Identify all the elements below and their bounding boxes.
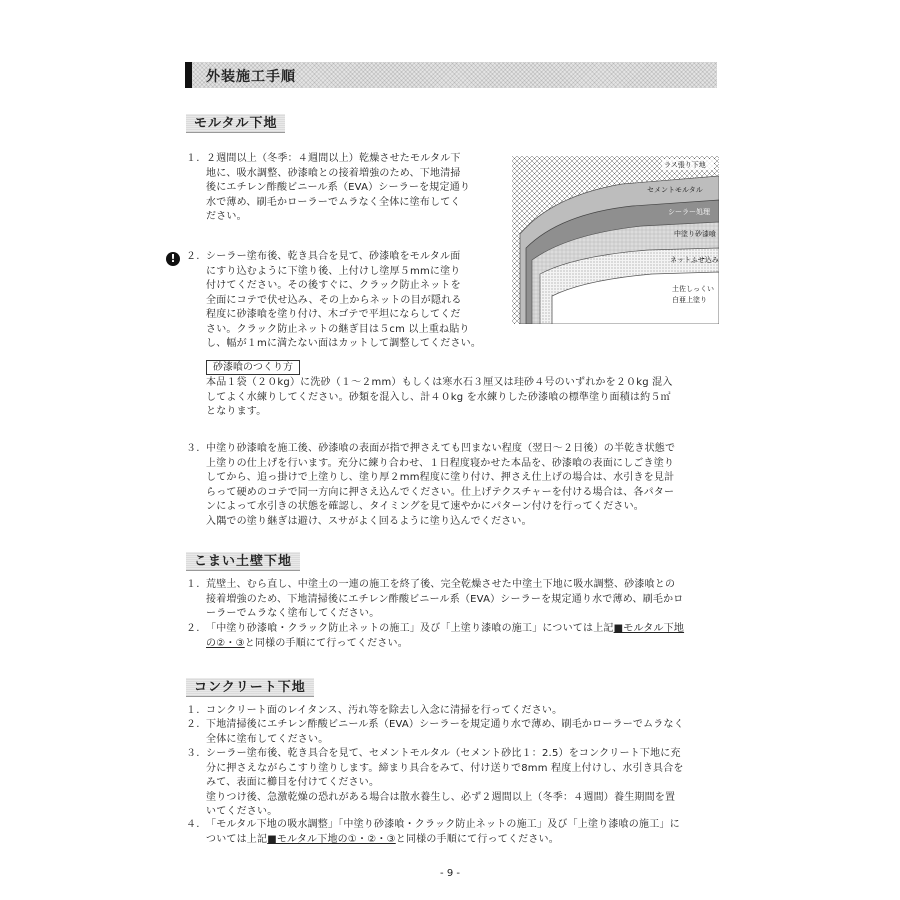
warning-icon: !	[166, 252, 180, 266]
item-number: ４.	[186, 819, 200, 830]
item-number: １.	[186, 153, 200, 164]
text-line: 付けてください。その後すぐに、クラック防止ネットを	[206, 280, 461, 291]
text-line: 中塗り砂漆喰を施工後、砂漆喰の表面が指で押さえても凹まない程度（翌日～２日後）の半乾き状態で	[206, 443, 676, 454]
text-line: 入隅での塗り継ぎは避け、スサがよく回るように塗り込んでください。	[206, 515, 532, 527]
text-line: さい。クラック防止ネットの継ぎ目は５cm 以上重ね貼り	[206, 323, 470, 335]
text-line: ンによって水引きの状態を確認し、タイミングを見て速やかにパターン付けを行ってください。	[206, 501, 644, 512]
diagram-label: ネットふせ込み	[670, 256, 719, 264]
section-heading-komai: こまい土壁下地	[186, 552, 300, 571]
text-line: にすり込むように下塗り後、上付けし塗厚５mmに塗り	[206, 265, 461, 277]
komai-item-1	[186, 578, 696, 623]
section-heading-concrete: コンクリート下地	[186, 678, 314, 697]
item-number: ３.	[186, 748, 200, 759]
item-number: １.	[186, 579, 200, 590]
item-number: ２.	[186, 251, 200, 262]
text-line: いてください。	[206, 806, 278, 817]
text-line: みて、表面に櫛目を付けてください。	[206, 777, 380, 788]
text-line: ーラーでムラなく塗布してください。	[206, 608, 380, 619]
diagram-label: ラス張り下地	[664, 161, 706, 169]
text-line: となります。	[206, 406, 267, 417]
item-text	[206, 747, 684, 820]
reference-link: の②・③	[206, 637, 245, 649]
item-number: １.	[186, 705, 200, 716]
text-line: 塗りつけ後、急激乾燥の恐れがある場合は散水養生し、必ず２週間以上（冬季：４週間）養生期間を置	[206, 791, 676, 803]
diagram-label: シーラー処理	[668, 208, 710, 216]
text-line	[206, 833, 680, 848]
mortar-item-3	[186, 442, 696, 530]
page-number: - 9 -	[440, 868, 460, 879]
text-span: と同様の手順にて行ってください。	[395, 833, 559, 845]
text-line: らって硬めのコテで同一方向に押さえ込んでください。仕上げテクスチャーを付ける場合は、各パター	[206, 486, 675, 498]
item-text	[206, 818, 680, 847]
diagram-label: セメントモルタル	[647, 186, 703, 194]
reference-link: ■モルタル下地	[613, 623, 685, 634]
diagram-label: 白亜上塗り	[672, 296, 707, 304]
text-span: と同様の手順にて行ってください。	[244, 637, 408, 649]
item-number: ３.	[186, 443, 200, 454]
text-line: 程度に砂漆喰を塗り付け、木ゴテで平坦にならしてくだ	[206, 309, 461, 320]
text-line: シーラー塗布後、乾き具合を見て、砂漆喰をモルタル面	[206, 251, 461, 262]
diagram-label: 土佐しっくい	[672, 285, 714, 293]
text-line: 全体に塗布してください。	[206, 733, 329, 745]
text-line: シーラー塗布後、乾き具合を見て、セメントモルタル（セメント砂比１：2.5）をコンクリート下地に充	[206, 748, 681, 759]
item-text	[206, 704, 562, 719]
text-line: 全面にコテで伏せ込み、その上からネットの目が隠れる	[206, 294, 462, 306]
komai-item-2	[186, 622, 706, 652]
item-text	[206, 622, 684, 651]
page-title-bar	[185, 62, 717, 88]
page-title: 外装施工手順	[206, 69, 296, 85]
text-line: してから、追っ掛けで上塗りし、塗り厚２mm程度に塗り付け、押さえ仕上げの場合は、水引きを見計	[206, 472, 675, 483]
mortar-item-2	[186, 250, 496, 352]
text-line: 水で薄め、刷毛かローラーでムラなく全体に塗布してく	[206, 196, 461, 208]
text-line: コンクリート面のレイタンス、汚れ等を除去し入念に清掃を行ってください。	[206, 705, 563, 716]
item-text	[206, 250, 481, 352]
text-line: 本品１袋（２０kg）に洗砂（１～２mm）もしくは寒水石３厘又は珪砂４号のいずれかを２０kg 混入	[206, 377, 673, 388]
text-line: 接着増強のため、下地清掃後にエチレン酢酸ビニール系（EVA）シーラーを規定通り水で薄め、刷毛かロ	[206, 593, 684, 605]
mortar-item-1	[186, 152, 486, 227]
item-number: ２.	[186, 719, 200, 730]
text-line: 地に、吸水調整、砂漆喰との接着増強のため、下地清掃	[206, 167, 461, 179]
recipe-text	[206, 376, 686, 421]
reference-link: ■モルタル下地の①・②・③	[267, 833, 396, 845]
text-line	[206, 637, 684, 652]
item-text	[206, 152, 470, 225]
text-span: 「中塗り砂漆喰・クラック防止ネットの施工」及び「上塗り漆喰の施工」については上記	[206, 623, 614, 634]
text-line: してよく水練りしてください。砂類を混入し、計４０kg を水練りした砂漆喰の標準塗り面積は約５㎡	[206, 391, 671, 403]
diagram-label: 中塗り砂漆喰	[674, 230, 716, 238]
text-line: 後にエチレン酢酸ビニール系（EVA）シーラーを規定通り	[206, 182, 471, 193]
text-line	[206, 622, 684, 637]
item-text	[206, 442, 675, 529]
concrete-item-3	[186, 747, 696, 821]
section-heading-mortar: モルタル下地	[186, 114, 285, 133]
text-line: ２週間以上（冬季：４週間以上）乾燥させたモルタル下	[206, 153, 461, 164]
text-line: 分に押さえながらこすり塗りします。締まり具合をみて、付け送りで8mm 程度上付けし、水引き具合を	[206, 762, 684, 774]
item-text	[206, 718, 684, 747]
text-span: ついては上記	[206, 833, 268, 845]
text-line: 上塗りの仕上げを行います。充分に練り合わせ、１日程度寝かせた本品を、砂漆喰の表面にしごき塗り	[206, 457, 675, 469]
text-line: ださい。	[206, 211, 247, 222]
text-line: 下地清掃後にエチレン酢酸ビニール系（EVA）シーラーを規定通り水で薄め、刷毛かローラーでムラなく	[206, 719, 684, 730]
text-line: し、幅が１mに満たない面はカットして調整してください。	[206, 338, 482, 349]
text-line: 荒壁土、むら直し、中塗土の一連の施工を終了後、完全乾燥させた中塗土下地に吸水調整、砂漆喰との	[206, 579, 676, 590]
concrete-item-4	[186, 818, 706, 848]
recipe-label: 砂漆喰のつくり方	[206, 360, 300, 375]
item-number: ２.	[186, 623, 200, 634]
concrete-item-2	[186, 718, 696, 748]
layer-diagram	[512, 156, 719, 324]
item-text	[206, 578, 684, 622]
text-line: 「モルタル下地の吸水調整」「中塗り砂漆喰・クラック防止ネットの施工」及び「上塗り漆喰の施工」に	[206, 819, 680, 830]
